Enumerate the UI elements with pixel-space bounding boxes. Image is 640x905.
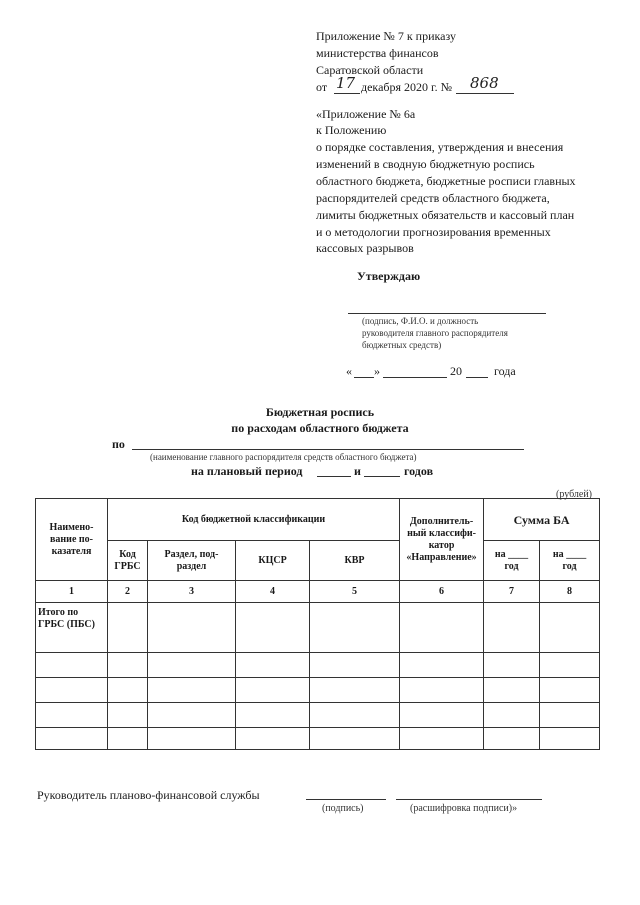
col-header-code: Код бюджетной классификации (108, 499, 400, 541)
column-numbers-row (36, 581, 600, 603)
period-and: и (354, 464, 361, 478)
table-row (36, 728, 600, 750)
order-appendix-line1: Приложение № 7 к приказу (316, 29, 456, 43)
table-cell (540, 603, 600, 653)
doc-title-1: Бюджетная роспись (265, 405, 375, 419)
table-row-total (36, 603, 600, 653)
period-years: годов (404, 464, 434, 478)
approve-date-day-line (354, 377, 374, 378)
total-label: Итого по ГРБС (ПБС) (36, 603, 108, 653)
col-number: 2 (108, 581, 148, 603)
approve-date-suffix: года (494, 364, 516, 378)
table-cell (310, 603, 400, 653)
year1-na: на (494, 548, 506, 560)
gbs-name-caption: (наименование главного распорядителя средств областного бюджета) (150, 452, 417, 462)
approve-caption-3: бюджетных средств) (362, 340, 442, 350)
col-number: 8 (540, 581, 600, 603)
approve-date-year-line (466, 377, 488, 378)
year1-god: год (504, 560, 519, 572)
appendix-line: «Приложение № 6а (316, 107, 416, 121)
appendix-line: областного бюджета, бюджетные росписи главных (316, 174, 576, 188)
date-day-handwritten: 17 (336, 74, 356, 92)
doc-title-2: по расходам областного бюджета (231, 421, 409, 435)
table-row (36, 653, 600, 678)
col-header-grbs: Код ГРБС (108, 541, 148, 581)
order-number-handwritten: 868 (470, 74, 499, 92)
col-header-dop: Дополнитель-ный классифи-катор «Направление» (400, 499, 484, 581)
budget-table (35, 498, 600, 750)
doc-po-label: по (112, 437, 125, 451)
col-header-name: Наимено-вание по-казателя (36, 499, 108, 581)
appendix-line: о порядке составления, утверждения и внесения (316, 140, 564, 154)
footer-caption-decode: (расшифровка подписи)» (410, 803, 518, 814)
footer-label: Руководитель планово-финансовой службы (37, 788, 260, 802)
col-header-razdel: Раздел, под-раздел (148, 541, 236, 581)
approve-caption-2: руководителя главного распорядителя (362, 328, 508, 338)
appendix-line: лимиты бюджетных обязательств и кассовый план (316, 208, 575, 222)
approve-title: Утверждаю (357, 269, 421, 283)
approve-date-century: 20 (450, 364, 462, 378)
footer-decode-line (396, 799, 542, 800)
table-row (36, 678, 600, 703)
date-day-line (334, 93, 360, 94)
col-number: 5 (310, 581, 400, 603)
appendix-line: изменений в сводную бюджетную роспись (316, 157, 535, 171)
period-year1-line (317, 476, 351, 477)
footer-caption-sign: (подпись) (322, 803, 364, 814)
order-appendix-line3: Саратовской области (316, 63, 424, 77)
approve-caption-1: (подпись, Ф.И.О. и должность (362, 316, 479, 326)
table-cell (108, 603, 148, 653)
year2-god: год (562, 560, 577, 572)
col-number: 7 (484, 581, 540, 603)
col-header-year2: на ____ год (540, 541, 600, 581)
col-header-kvr: КВР (310, 541, 400, 581)
appendix-line: и о методологии прогнозирования временных (316, 225, 551, 239)
col-header-year1: на ____ год (484, 541, 540, 581)
approve-date-month-line (383, 377, 447, 378)
order-appendix-line2: министерства финансов (316, 46, 439, 60)
period-year2-line (364, 476, 400, 477)
table-cell (484, 603, 540, 653)
table-cell (148, 603, 236, 653)
col-number: 6 (400, 581, 484, 603)
appendix-line: кассовых разрывов (316, 241, 414, 255)
period-label: на плановый период (191, 464, 303, 478)
approve-signature-line (348, 313, 546, 314)
appendix-line: к Положению (316, 123, 387, 137)
year2-na: на (552, 548, 564, 560)
table-row (36, 703, 600, 728)
approve-date-close: » (374, 364, 380, 378)
col-number: 1 (36, 581, 108, 603)
order-number-line (456, 93, 514, 94)
appendix-line: распорядителей средств областного бюджета, (316, 191, 550, 205)
table-cell (236, 603, 310, 653)
footer-signature-line (306, 799, 386, 800)
col-number: 3 (148, 581, 236, 603)
col-number: 4 (236, 581, 310, 603)
order-date-text: декабря 2020 г. № (361, 80, 453, 94)
approve-date-open: « (346, 364, 352, 378)
order-date-prefix: от (316, 80, 328, 94)
col-header-summa: Сумма БА (484, 499, 600, 541)
gbs-name-line (132, 449, 524, 450)
units-label: (рублей) (556, 489, 593, 500)
col-header-kcsr: КЦСР (236, 541, 310, 581)
table-cell (400, 603, 484, 653)
